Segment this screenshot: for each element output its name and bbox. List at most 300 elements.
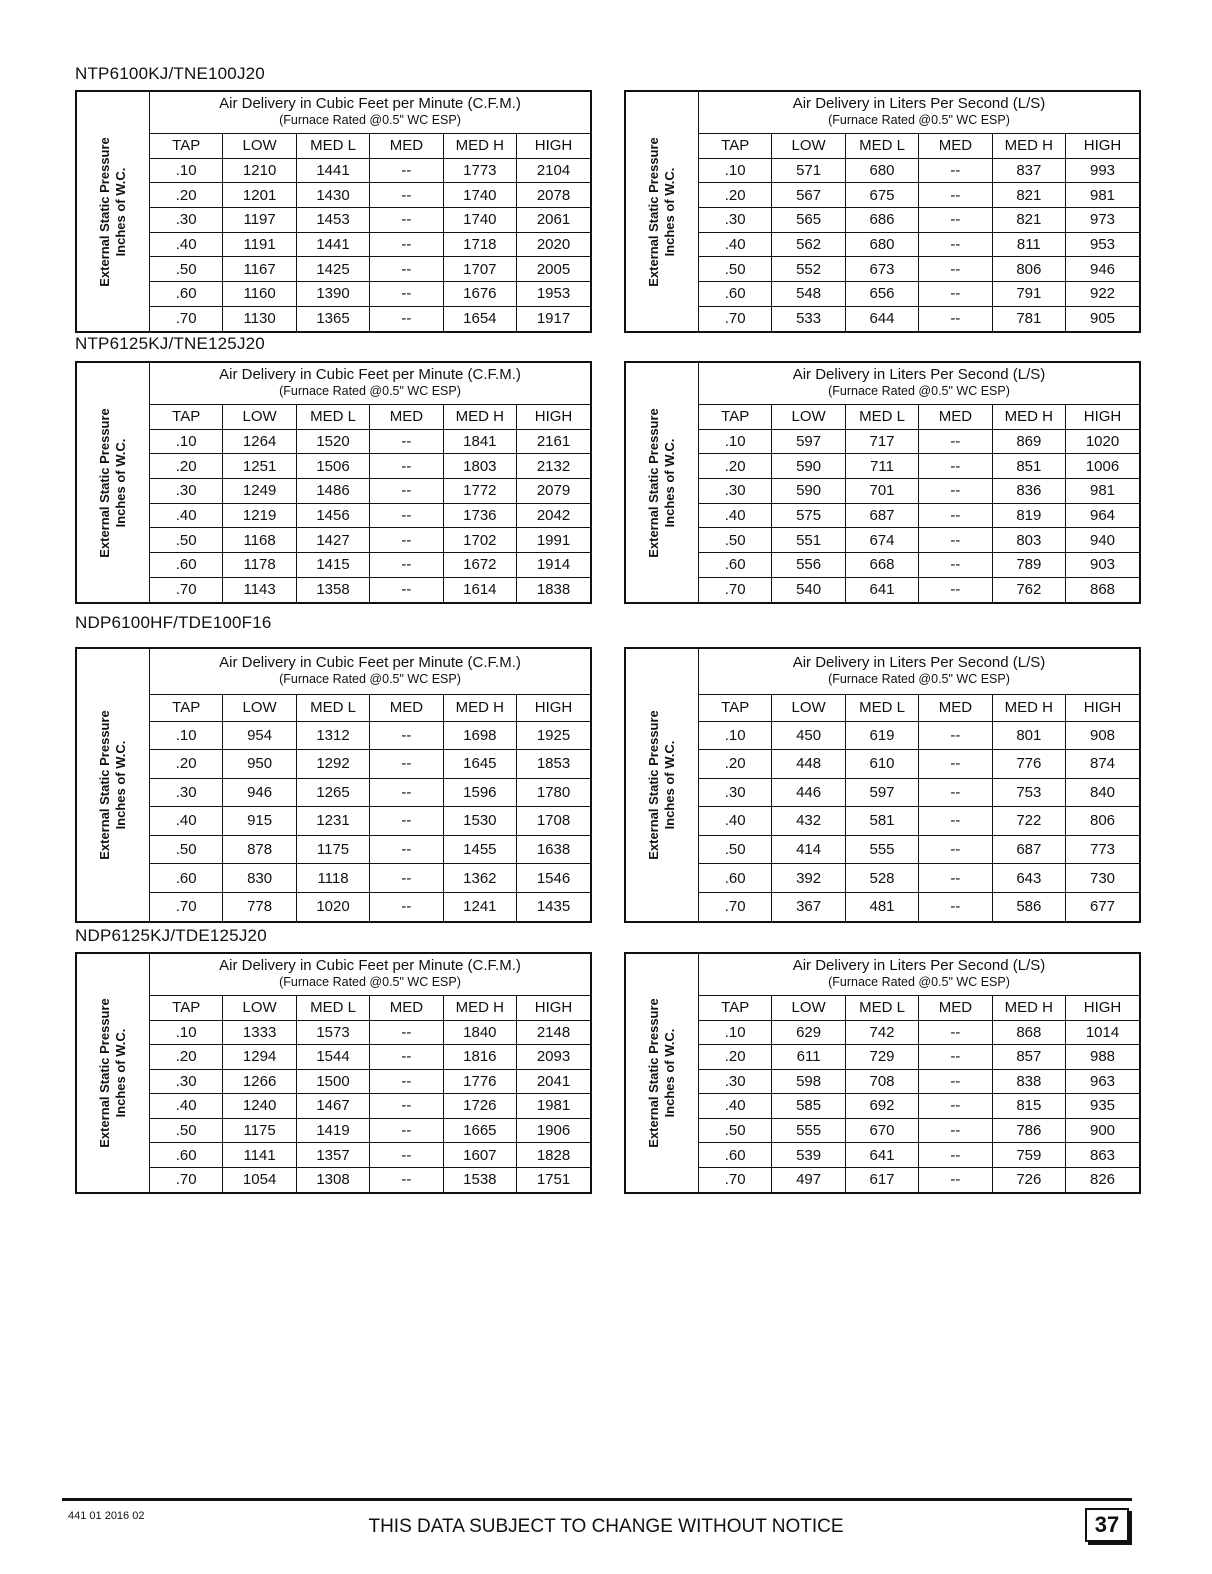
side-label-line1: External Static Pressure <box>646 710 661 860</box>
value-cell: 668 <box>845 553 918 578</box>
value-cell: 641 <box>845 577 918 602</box>
value-cell: 935 <box>1066 1094 1139 1119</box>
value-cell: 821 <box>992 183 1065 208</box>
value-cell: 821 <box>992 207 1065 232</box>
value-cell: 1251 <box>223 454 296 479</box>
cfm-table <box>75 647 592 923</box>
value-cell: 680 <box>845 232 918 257</box>
table-row <box>626 1069 1139 1094</box>
value-cell: 778 <box>223 892 296 921</box>
table-row <box>77 478 590 503</box>
tap-cell: .70 <box>699 1167 772 1192</box>
value-cell: 1425 <box>296 257 369 282</box>
value-cell: 1538 <box>443 1167 516 1192</box>
value-cell: 868 <box>1066 577 1139 602</box>
side-label-line2: Inches of W.C. <box>662 740 677 830</box>
value-cell: -- <box>370 282 443 307</box>
value-cell: -- <box>919 835 992 864</box>
column-header: LOW <box>223 404 296 429</box>
column-header: TAP <box>699 995 772 1020</box>
value-cell: -- <box>919 429 992 454</box>
value-cell: 759 <box>992 1143 1065 1168</box>
column-header: HIGH <box>517 133 590 158</box>
value-cell: 953 <box>1066 232 1139 257</box>
tap-cell: .20 <box>699 750 772 779</box>
table-row <box>626 778 1139 807</box>
column-header: TAP <box>150 404 223 429</box>
value-cell: 585 <box>772 1094 845 1119</box>
table-row <box>77 892 590 921</box>
table-subtitle: (Furnace Rated @0.5" WC ESP) <box>828 975 1010 990</box>
value-cell: 1333 <box>223 1020 296 1045</box>
tap-cell: .20 <box>150 183 223 208</box>
column-header: MED L <box>845 694 918 721</box>
column-header: MED H <box>992 133 1065 158</box>
table-subtitle: (Furnace Rated @0.5" WC ESP) <box>828 672 1010 687</box>
column-header: LOW <box>772 404 845 429</box>
value-cell: 1772 <box>443 478 516 503</box>
tap-cell: .40 <box>699 232 772 257</box>
side-label-line1: External Static Pressure <box>646 407 661 558</box>
tap-cell: .40 <box>150 232 223 257</box>
value-cell: -- <box>919 207 992 232</box>
value-cell: 1840 <box>443 1020 516 1045</box>
column-header: MED <box>919 404 992 429</box>
side-label <box>626 954 699 1192</box>
value-cell: 1441 <box>296 158 369 183</box>
section-title: NTP6125KJ/TNE125J20 <box>75 334 265 353</box>
value-cell: 1672 <box>443 553 516 578</box>
value-cell: 680 <box>845 158 918 183</box>
value-cell: 903 <box>1066 553 1139 578</box>
side-label-line1: External Static Pressure <box>97 710 112 860</box>
value-cell: -- <box>370 778 443 807</box>
value-cell: 1991 <box>517 528 590 553</box>
tap-cell: .70 <box>699 577 772 602</box>
value-cell: -- <box>919 306 992 331</box>
value-cell: 2161 <box>517 429 590 454</box>
value-cell: 1427 <box>296 528 369 553</box>
table-row <box>626 257 1139 282</box>
value-cell: 900 <box>1066 1118 1139 1143</box>
value-cell: -- <box>919 778 992 807</box>
table-row <box>626 232 1139 257</box>
side-label-line2: Inches of W.C. <box>113 1028 128 1118</box>
column-header: TAP <box>699 404 772 429</box>
value-cell: -- <box>370 528 443 553</box>
value-cell: 1265 <box>296 778 369 807</box>
tap-cell: .20 <box>699 1045 772 1070</box>
value-cell: 590 <box>772 454 845 479</box>
value-cell: 1006 <box>1066 454 1139 479</box>
value-cell: 2078 <box>517 183 590 208</box>
table-title: Air Delivery in Liters Per Second (L/S) <box>792 654 1046 672</box>
value-cell: 836 <box>992 478 1065 503</box>
value-cell: 776 <box>992 750 1065 779</box>
table-header <box>150 954 591 995</box>
column-header: MED L <box>296 404 369 429</box>
value-cell: 762 <box>992 577 1065 602</box>
table-row <box>77 503 590 528</box>
section-title: NTP6100KJ/TNE100J20 <box>75 64 265 83</box>
column-header: HIGH <box>517 694 590 721</box>
column-header: MED <box>370 995 443 1020</box>
value-cell: 674 <box>845 528 918 553</box>
column-header: MED H <box>443 404 516 429</box>
value-cell: 2005 <box>517 257 590 282</box>
value-cell: -- <box>370 503 443 528</box>
value-cell: -- <box>919 864 992 893</box>
value-cell: 1726 <box>443 1094 516 1119</box>
value-cell: 528 <box>845 864 918 893</box>
tap-cell: .70 <box>699 892 772 921</box>
value-cell: 1357 <box>296 1143 369 1168</box>
value-cell: 863 <box>1066 1143 1139 1168</box>
value-cell: 806 <box>1066 807 1139 836</box>
value-cell: 1853 <box>517 750 590 779</box>
value-cell: -- <box>370 1118 443 1143</box>
page-number: 37 <box>1085 1508 1129 1542</box>
value-cell: -- <box>370 721 443 750</box>
value-cell: 1614 <box>443 577 516 602</box>
value-cell: 1020 <box>1066 429 1139 454</box>
document-code: 441 01 2016 02 <box>68 1510 145 1522</box>
value-cell: 1645 <box>443 750 516 779</box>
table-title: Air Delivery in Liters Per Second (L/S) <box>792 957 1046 975</box>
value-cell: -- <box>370 1069 443 1094</box>
value-cell: 1160 <box>223 282 296 307</box>
table-row <box>626 429 1139 454</box>
table-row <box>626 1020 1139 1045</box>
value-cell: -- <box>370 1143 443 1168</box>
value-cell: -- <box>370 577 443 602</box>
value-cell: 556 <box>772 553 845 578</box>
value-cell: -- <box>370 257 443 282</box>
column-header: MED <box>370 694 443 721</box>
table-row <box>77 835 590 864</box>
value-cell: 1953 <box>517 282 590 307</box>
value-cell: 1175 <box>223 1118 296 1143</box>
table-header <box>699 363 1140 404</box>
value-cell: -- <box>919 892 992 921</box>
side-label-line2: Inches of W.C. <box>662 1028 677 1118</box>
table-row <box>626 750 1139 779</box>
value-cell: -- <box>919 1143 992 1168</box>
value-cell: -- <box>370 864 443 893</box>
value-cell: 367 <box>772 892 845 921</box>
column-header: MED L <box>296 694 369 721</box>
value-cell: 619 <box>845 721 918 750</box>
column-header: MED H <box>992 404 1065 429</box>
tap-cell: .50 <box>699 1118 772 1143</box>
value-cell: 701 <box>845 478 918 503</box>
value-cell: 629 <box>772 1020 845 1045</box>
value-cell: 973 <box>1066 207 1139 232</box>
column-header-row <box>77 133 590 158</box>
value-cell: -- <box>919 553 992 578</box>
value-cell: 803 <box>992 528 1065 553</box>
tap-cell: .40 <box>150 1094 223 1119</box>
value-cell: 1740 <box>443 183 516 208</box>
value-cell: 1118 <box>296 864 369 893</box>
tap-cell: .70 <box>150 306 223 331</box>
value-cell: 392 <box>772 864 845 893</box>
table-row <box>77 1167 590 1192</box>
table-row <box>626 864 1139 893</box>
value-cell: 1441 <box>296 232 369 257</box>
value-cell: 1020 <box>296 892 369 921</box>
value-cell: 610 <box>845 750 918 779</box>
table-header <box>699 92 1140 133</box>
table-row <box>77 454 590 479</box>
value-cell: 830 <box>223 864 296 893</box>
value-cell: 533 <box>772 306 845 331</box>
value-cell: 1773 <box>443 158 516 183</box>
value-cell: 1455 <box>443 835 516 864</box>
value-cell: 869 <box>992 429 1065 454</box>
value-cell: 815 <box>992 1094 1065 1119</box>
value-cell: 1780 <box>517 778 590 807</box>
value-cell: 1718 <box>443 232 516 257</box>
table-row <box>77 577 590 602</box>
value-cell: 711 <box>845 454 918 479</box>
table-title: Air Delivery in Cubic Feet per Minute (C.F.M.) <box>219 957 521 975</box>
value-cell: 981 <box>1066 478 1139 503</box>
value-cell: 1167 <box>223 257 296 282</box>
column-header: TAP <box>699 694 772 721</box>
value-cell: 567 <box>772 183 845 208</box>
side-label-line1: External Static Pressure <box>646 998 661 1148</box>
tap-cell: .20 <box>150 454 223 479</box>
tap-cell: .50 <box>150 257 223 282</box>
table-row <box>77 306 590 331</box>
value-cell: 1500 <box>296 1069 369 1094</box>
value-cell: 851 <box>992 454 1065 479</box>
tap-cell: .70 <box>150 892 223 921</box>
value-cell: 1544 <box>296 1045 369 1070</box>
value-cell: 819 <box>992 503 1065 528</box>
value-cell: -- <box>919 257 992 282</box>
table-row <box>77 721 590 750</box>
value-cell: 448 <box>772 750 845 779</box>
value-cell: 1607 <box>443 1143 516 1168</box>
value-cell: 915 <box>223 807 296 836</box>
table-row <box>77 158 590 183</box>
table-row <box>626 892 1139 921</box>
value-cell: 1776 <box>443 1069 516 1094</box>
table-row <box>77 864 590 893</box>
value-cell: 2020 <box>517 232 590 257</box>
table-subtitle: (Furnace Rated @0.5" WC ESP) <box>279 384 461 399</box>
value-cell: 905 <box>1066 306 1139 331</box>
column-header-row <box>626 995 1139 1020</box>
value-cell: 1365 <box>296 306 369 331</box>
table-title: Air Delivery in Cubic Feet per Minute (C.F.M.) <box>219 95 521 113</box>
tap-cell: .60 <box>699 1143 772 1168</box>
side-label-line2: Inches of W.C. <box>662 438 677 527</box>
cfm-table <box>75 952 592 1194</box>
tap-cell: .40 <box>699 807 772 836</box>
value-cell: 1573 <box>296 1020 369 1045</box>
tap-cell: .50 <box>699 257 772 282</box>
tap-cell: .50 <box>150 1118 223 1143</box>
value-cell: 1178 <box>223 553 296 578</box>
value-cell: 1430 <box>296 183 369 208</box>
column-header: MED L <box>845 133 918 158</box>
value-cell: -- <box>919 577 992 602</box>
value-cell: 1294 <box>223 1045 296 1070</box>
value-cell: 1362 <box>443 864 516 893</box>
table-row <box>626 1167 1139 1192</box>
table-row <box>77 282 590 307</box>
tap-cell: .60 <box>699 864 772 893</box>
column-header: MED L <box>845 995 918 1020</box>
table-row <box>626 478 1139 503</box>
table-row <box>626 577 1139 602</box>
value-cell: 656 <box>845 282 918 307</box>
tap-cell: .40 <box>150 503 223 528</box>
column-header-row <box>77 404 590 429</box>
value-cell: 1914 <box>517 553 590 578</box>
value-cell: 1803 <box>443 454 516 479</box>
value-cell: 1736 <box>443 503 516 528</box>
value-cell: 1358 <box>296 577 369 602</box>
column-header: MED <box>919 694 992 721</box>
footer-notice: THIS DATA SUBJECT TO CHANGE WITHOUT NOTICE <box>368 1516 844 1537</box>
value-cell: -- <box>919 528 992 553</box>
value-cell: 988 <box>1066 1045 1139 1070</box>
tap-cell: .60 <box>699 553 772 578</box>
value-cell: 801 <box>992 721 1065 750</box>
value-cell: 964 <box>1066 503 1139 528</box>
value-cell: -- <box>919 1020 992 1045</box>
side-label-line2: Inches of W.C. <box>113 740 128 830</box>
table-row <box>77 807 590 836</box>
value-cell: 548 <box>772 282 845 307</box>
ls-table <box>624 647 1141 923</box>
value-cell: 1210 <box>223 158 296 183</box>
section-title: NDP6100HF/TDE100F16 <box>75 613 272 632</box>
value-cell: -- <box>919 1045 992 1070</box>
value-cell: -- <box>919 232 992 257</box>
table-row <box>77 1045 590 1070</box>
value-cell: 1925 <box>517 721 590 750</box>
column-header: MED <box>919 995 992 1020</box>
value-cell: 1917 <box>517 306 590 331</box>
value-cell: 581 <box>845 807 918 836</box>
value-cell: 2041 <box>517 1069 590 1094</box>
table-header <box>150 363 591 404</box>
column-header: HIGH <box>1066 995 1139 1020</box>
value-cell: 940 <box>1066 528 1139 553</box>
value-cell: 1014 <box>1066 1020 1139 1045</box>
tap-cell: .10 <box>150 429 223 454</box>
value-cell: 1419 <box>296 1118 369 1143</box>
value-cell: -- <box>919 1069 992 1094</box>
value-cell: 946 <box>1066 257 1139 282</box>
section-title: NDP6125KJ/TDE125J20 <box>75 926 267 945</box>
value-cell: 981 <box>1066 183 1139 208</box>
table-row <box>77 750 590 779</box>
table-row <box>77 183 590 208</box>
column-header: LOW <box>772 133 845 158</box>
value-cell: 1240 <box>223 1094 296 1119</box>
value-cell: 1191 <box>223 232 296 257</box>
table-row <box>626 183 1139 208</box>
value-cell: 826 <box>1066 1167 1139 1192</box>
column-header: MED <box>919 133 992 158</box>
column-header: LOW <box>223 995 296 1020</box>
table-row <box>626 454 1139 479</box>
column-header: MED <box>370 133 443 158</box>
value-cell: 565 <box>772 207 845 232</box>
tap-cell: .10 <box>699 158 772 183</box>
table-header <box>150 92 591 133</box>
value-cell: 1435 <box>517 892 590 921</box>
column-header: MED H <box>443 694 516 721</box>
value-cell: 1676 <box>443 282 516 307</box>
value-cell: 1708 <box>517 807 590 836</box>
value-cell: 837 <box>992 158 1065 183</box>
table-row <box>77 1094 590 1119</box>
table-row <box>626 553 1139 578</box>
tap-cell: .60 <box>699 282 772 307</box>
value-cell: 1751 <box>517 1167 590 1192</box>
value-cell: 555 <box>845 835 918 864</box>
ls-table <box>624 952 1141 1194</box>
value-cell: 791 <box>992 282 1065 307</box>
value-cell: 1241 <box>443 892 516 921</box>
tap-cell: .20 <box>699 183 772 208</box>
value-cell: 993 <box>1066 158 1139 183</box>
value-cell: 571 <box>772 158 845 183</box>
cfm-table <box>75 90 592 333</box>
value-cell: -- <box>370 232 443 257</box>
tap-cell: .10 <box>150 1020 223 1045</box>
column-header: MED <box>370 404 443 429</box>
value-cell: 1906 <box>517 1118 590 1143</box>
value-cell: 1231 <box>296 807 369 836</box>
table-row <box>626 807 1139 836</box>
value-cell: 1415 <box>296 553 369 578</box>
side-label <box>626 649 699 921</box>
column-header: MED H <box>443 995 516 1020</box>
value-cell: 908 <box>1066 721 1139 750</box>
tap-cell: .30 <box>699 778 772 807</box>
side-label-line2: Inches of W.C. <box>113 167 128 256</box>
value-cell: 1841 <box>443 429 516 454</box>
tap-cell: .50 <box>699 528 772 553</box>
table-row <box>626 207 1139 232</box>
value-cell: 786 <box>992 1118 1065 1143</box>
value-cell: 497 <box>772 1167 845 1192</box>
value-cell: -- <box>370 158 443 183</box>
table-row <box>77 1143 590 1168</box>
side-label <box>77 649 150 921</box>
value-cell: -- <box>370 1045 443 1070</box>
table-row <box>626 1143 1139 1168</box>
value-cell: -- <box>919 721 992 750</box>
value-cell: -- <box>370 553 443 578</box>
value-cell: 753 <box>992 778 1065 807</box>
value-cell: 1530 <box>443 807 516 836</box>
tap-cell: .30 <box>699 478 772 503</box>
value-cell: 1638 <box>517 835 590 864</box>
value-cell: 922 <box>1066 282 1139 307</box>
value-cell: 1141 <box>223 1143 296 1168</box>
value-cell: -- <box>370 1167 443 1192</box>
table-row <box>77 778 590 807</box>
